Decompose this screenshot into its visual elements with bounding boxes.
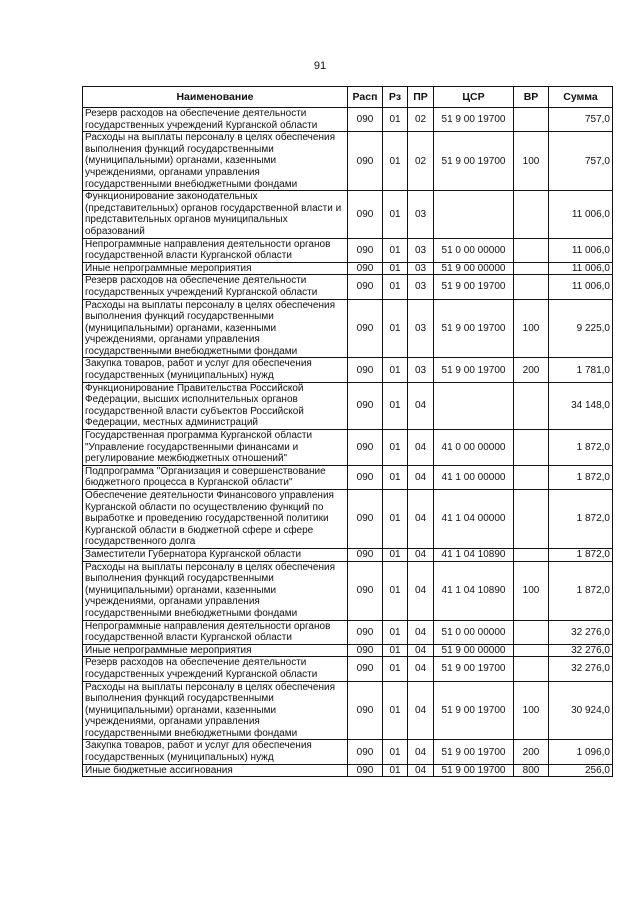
cell-name: Расходы на выплаты персоналу в целях обеспечения выполнения функций государственными (муниципальными) органами, казенными учреждениями, органами управления государственными внебюджетными фондами (83, 299, 348, 358)
table-row (83, 561, 613, 620)
cell-rz: 01 (383, 644, 408, 657)
table-row (83, 238, 613, 262)
cell-rasp: 090 (348, 132, 383, 191)
cell-csr: 51 9 00 19700 (434, 275, 514, 299)
cell-sum: 32 276,0 (549, 644, 613, 657)
cell-pr: 03 (408, 275, 434, 299)
table-row (83, 108, 613, 132)
cell-pr: 02 (408, 132, 434, 191)
cell-vr (514, 644, 549, 657)
cell-pr: 04 (408, 490, 434, 549)
cell-rz: 01 (383, 108, 408, 132)
header-rz: Рз (383, 87, 408, 108)
cell-name: Иные бюджетные ассигнования (83, 764, 348, 777)
table-row (83, 299, 613, 358)
cell-rz: 01 (383, 465, 408, 489)
cell-name: Непрограммные направления деятельности органов государственной власти Курганской области (83, 238, 348, 262)
cell-sum: 1 872,0 (549, 430, 613, 466)
cell-pr: 04 (408, 657, 434, 681)
cell-csr: 51 0 00 00000 (434, 620, 514, 644)
cell-rz: 01 (383, 382, 408, 429)
cell-sum: 1 096,0 (549, 740, 613, 764)
cell-sum: 11 006,0 (549, 262, 613, 275)
table-row (83, 430, 613, 466)
cell-pr: 04 (408, 382, 434, 429)
cell-rasp: 090 (348, 108, 383, 132)
cell-sum: 32 276,0 (549, 620, 613, 644)
header-vr: ВР (514, 87, 549, 108)
cell-rz: 01 (383, 191, 408, 238)
cell-sum: 757,0 (549, 132, 613, 191)
cell-vr (514, 548, 549, 561)
cell-rasp: 090 (348, 740, 383, 764)
cell-csr: 51 9 00 19700 (434, 358, 514, 382)
table-row (83, 644, 613, 657)
cell-rz: 01 (383, 262, 408, 275)
cell-rz: 01 (383, 430, 408, 466)
cell-name: Расходы на выплаты персоналу в целях обеспечения выполнения функций государственными (муниципальными) органами, казенными учреждениями, органами управления государственными внебюджетными фондами (83, 681, 348, 740)
page-number: 91 (313, 60, 327, 72)
cell-name: Заместители Губернатора Курганской области (83, 548, 348, 561)
table-row (83, 191, 613, 238)
cell-vr: 100 (514, 132, 549, 191)
cell-sum: 1 872,0 (549, 561, 613, 620)
table-header-row (83, 87, 613, 108)
cell-pr: 04 (408, 620, 434, 644)
cell-pr: 03 (408, 358, 434, 382)
cell-rz: 01 (383, 561, 408, 620)
cell-vr (514, 620, 549, 644)
table-row (83, 262, 613, 275)
cell-csr (434, 191, 514, 238)
header-csr: ЦСР (434, 87, 514, 108)
cell-rz: 01 (383, 548, 408, 561)
cell-pr: 04 (408, 561, 434, 620)
cell-rz: 01 (383, 299, 408, 358)
cell-pr: 04 (408, 644, 434, 657)
cell-vr (514, 490, 549, 549)
cell-name: Функционирование Правительства Российской Федерации, высших исполнительных органов государственной власти субъектов Российской Федерации, местных администраций (83, 382, 348, 429)
cell-sum: 11 006,0 (549, 238, 613, 262)
cell-name: Закупка товаров, работ и услуг для обеспечения государственных (муниципальных) нужд (83, 358, 348, 382)
cell-rz: 01 (383, 275, 408, 299)
cell-rasp: 090 (348, 681, 383, 740)
cell-rasp: 090 (348, 262, 383, 275)
cell-vr: 100 (514, 681, 549, 740)
cell-csr: 41 1 04 00000 (434, 490, 514, 549)
cell-sum: 32 276,0 (549, 657, 613, 681)
cell-csr: 51 9 00 19700 (434, 657, 514, 681)
cell-name: Государственная программа Курганской области "Управление государственными финансами и регулирование межбюджетных отношений" (83, 430, 348, 466)
table-row (83, 490, 613, 549)
cell-name: Резерв расходов на обеспечение деятельности государственных учреждений Курганской области (83, 108, 348, 132)
cell-sum: 34 148,0 (549, 382, 613, 429)
cell-csr: 51 9 00 19700 (434, 764, 514, 777)
cell-pr: 04 (408, 465, 434, 489)
cell-vr (514, 275, 549, 299)
cell-sum: 757,0 (549, 108, 613, 132)
cell-pr: 04 (408, 430, 434, 466)
budget-table (82, 86, 613, 777)
cell-name: Иные непрограммные мероприятия (83, 262, 348, 275)
cell-csr: 51 9 00 19700 (434, 108, 514, 132)
cell-csr: 41 1 04 10890 (434, 561, 514, 620)
cell-rasp: 090 (348, 644, 383, 657)
cell-vr: 200 (514, 358, 549, 382)
cell-vr (514, 430, 549, 466)
cell-vr (514, 382, 549, 429)
table-row (83, 740, 613, 764)
cell-rz: 01 (383, 764, 408, 777)
cell-name: Расходы на выплаты персоналу в целях обеспечения выполнения функций государственными (муниципальными) органами, казенными учреждениями, органами управления государственными внебюджетными фондами (83, 132, 348, 191)
cell-name: Резерв расходов на обеспечение деятельности государственных учреждений Курганской области (83, 275, 348, 299)
cell-pr: 03 (408, 238, 434, 262)
cell-pr: 04 (408, 740, 434, 764)
cell-rasp: 090 (348, 465, 383, 489)
header-sum: Сумма (549, 87, 613, 108)
cell-rz: 01 (383, 358, 408, 382)
cell-csr: 41 1 04 10890 (434, 548, 514, 561)
cell-csr: 51 9 00 19700 (434, 681, 514, 740)
cell-rasp: 090 (348, 657, 383, 681)
cell-pr: 04 (408, 764, 434, 777)
cell-vr (514, 657, 549, 681)
cell-name: Расходы на выплаты персоналу в целях обеспечения выполнения функций государственными (муниципальными) органами, казенными учреждениями, органами управления государственными внебюджетными фондами (83, 561, 348, 620)
cell-pr: 04 (408, 681, 434, 740)
cell-name: Обеспечение деятельности Финансового управления Курганской области по осуществлению функций по выработке и проведению государственной политики Курганской области в бюджетной сфере и сфере государственного долга (83, 490, 348, 549)
cell-rasp: 090 (348, 275, 383, 299)
cell-csr: 51 0 00 00000 (434, 238, 514, 262)
table-row (83, 275, 613, 299)
cell-vr (514, 262, 549, 275)
cell-name: Резерв расходов на обеспечение деятельности государственных учреждений Курганской области (83, 657, 348, 681)
cell-name: Иные непрограммные мероприятия (83, 644, 348, 657)
cell-sum: 1 872,0 (549, 465, 613, 489)
cell-sum: 9 225,0 (549, 299, 613, 358)
cell-vr (514, 238, 549, 262)
cell-csr (434, 382, 514, 429)
cell-vr (514, 191, 549, 238)
cell-csr: 41 0 00 00000 (434, 430, 514, 466)
cell-rasp: 090 (348, 620, 383, 644)
cell-rasp: 090 (348, 299, 383, 358)
cell-pr: 03 (408, 262, 434, 275)
cell-csr: 51 9 00 00000 (434, 644, 514, 657)
cell-vr (514, 108, 549, 132)
cell-rasp: 090 (348, 548, 383, 561)
cell-pr: 02 (408, 108, 434, 132)
table-row (83, 382, 613, 429)
table-row (83, 681, 613, 740)
cell-rz: 01 (383, 132, 408, 191)
cell-rz: 01 (383, 681, 408, 740)
cell-name: Закупка товаров, работ и услуг для обеспечения государственных (муниципальных) нужд (83, 740, 348, 764)
cell-rasp: 090 (348, 430, 383, 466)
header-pr: ПР (408, 87, 434, 108)
cell-vr: 800 (514, 764, 549, 777)
cell-sum: 11 006,0 (549, 275, 613, 299)
cell-rasp: 090 (348, 561, 383, 620)
cell-csr: 51 9 00 19700 (434, 299, 514, 358)
cell-rz: 01 (383, 620, 408, 644)
cell-pr: 03 (408, 299, 434, 358)
cell-pr: 03 (408, 191, 434, 238)
table-row (83, 358, 613, 382)
cell-rasp: 090 (348, 358, 383, 382)
cell-rz: 01 (383, 238, 408, 262)
cell-rz: 01 (383, 740, 408, 764)
cell-pr: 04 (408, 548, 434, 561)
table-row (83, 620, 613, 644)
cell-vr: 100 (514, 299, 549, 358)
table-body (83, 108, 613, 777)
cell-name: Непрограммные направления деятельности органов государственной власти Курганской области (83, 620, 348, 644)
cell-name: Функционирование законодательных (представительных) органов государственной власти и представительных органов муниципальных образований (83, 191, 348, 238)
cell-sum: 1 781,0 (549, 358, 613, 382)
cell-csr: 51 9 00 19700 (434, 132, 514, 191)
cell-csr: 41 1 00 00000 (434, 465, 514, 489)
header-rasp: Расп (348, 87, 383, 108)
cell-rasp: 090 (348, 382, 383, 429)
cell-vr (514, 465, 549, 489)
cell-sum: 11 006,0 (549, 191, 613, 238)
table-row (83, 657, 613, 681)
cell-rasp: 090 (348, 238, 383, 262)
cell-sum: 256,0 (549, 764, 613, 777)
cell-sum: 30 924,0 (549, 681, 613, 740)
cell-csr: 51 9 00 00000 (434, 262, 514, 275)
cell-csr: 51 9 00 19700 (434, 740, 514, 764)
cell-rz: 01 (383, 657, 408, 681)
cell-rasp: 090 (348, 490, 383, 549)
cell-sum: 1 872,0 (549, 548, 613, 561)
header-name: Наименование (83, 87, 348, 108)
cell-name: Подпрограмма "Организация и совершенствование бюджетного процесса в Курганской области" (83, 465, 348, 489)
cell-vr: 100 (514, 561, 549, 620)
cell-vr: 200 (514, 740, 549, 764)
cell-sum: 1 872,0 (549, 490, 613, 549)
table-row (83, 764, 613, 777)
cell-rz: 01 (383, 490, 408, 549)
cell-rasp: 090 (348, 191, 383, 238)
table-row (83, 548, 613, 561)
table-row (83, 465, 613, 489)
cell-rasp: 090 (348, 764, 383, 777)
table-row (83, 132, 613, 191)
